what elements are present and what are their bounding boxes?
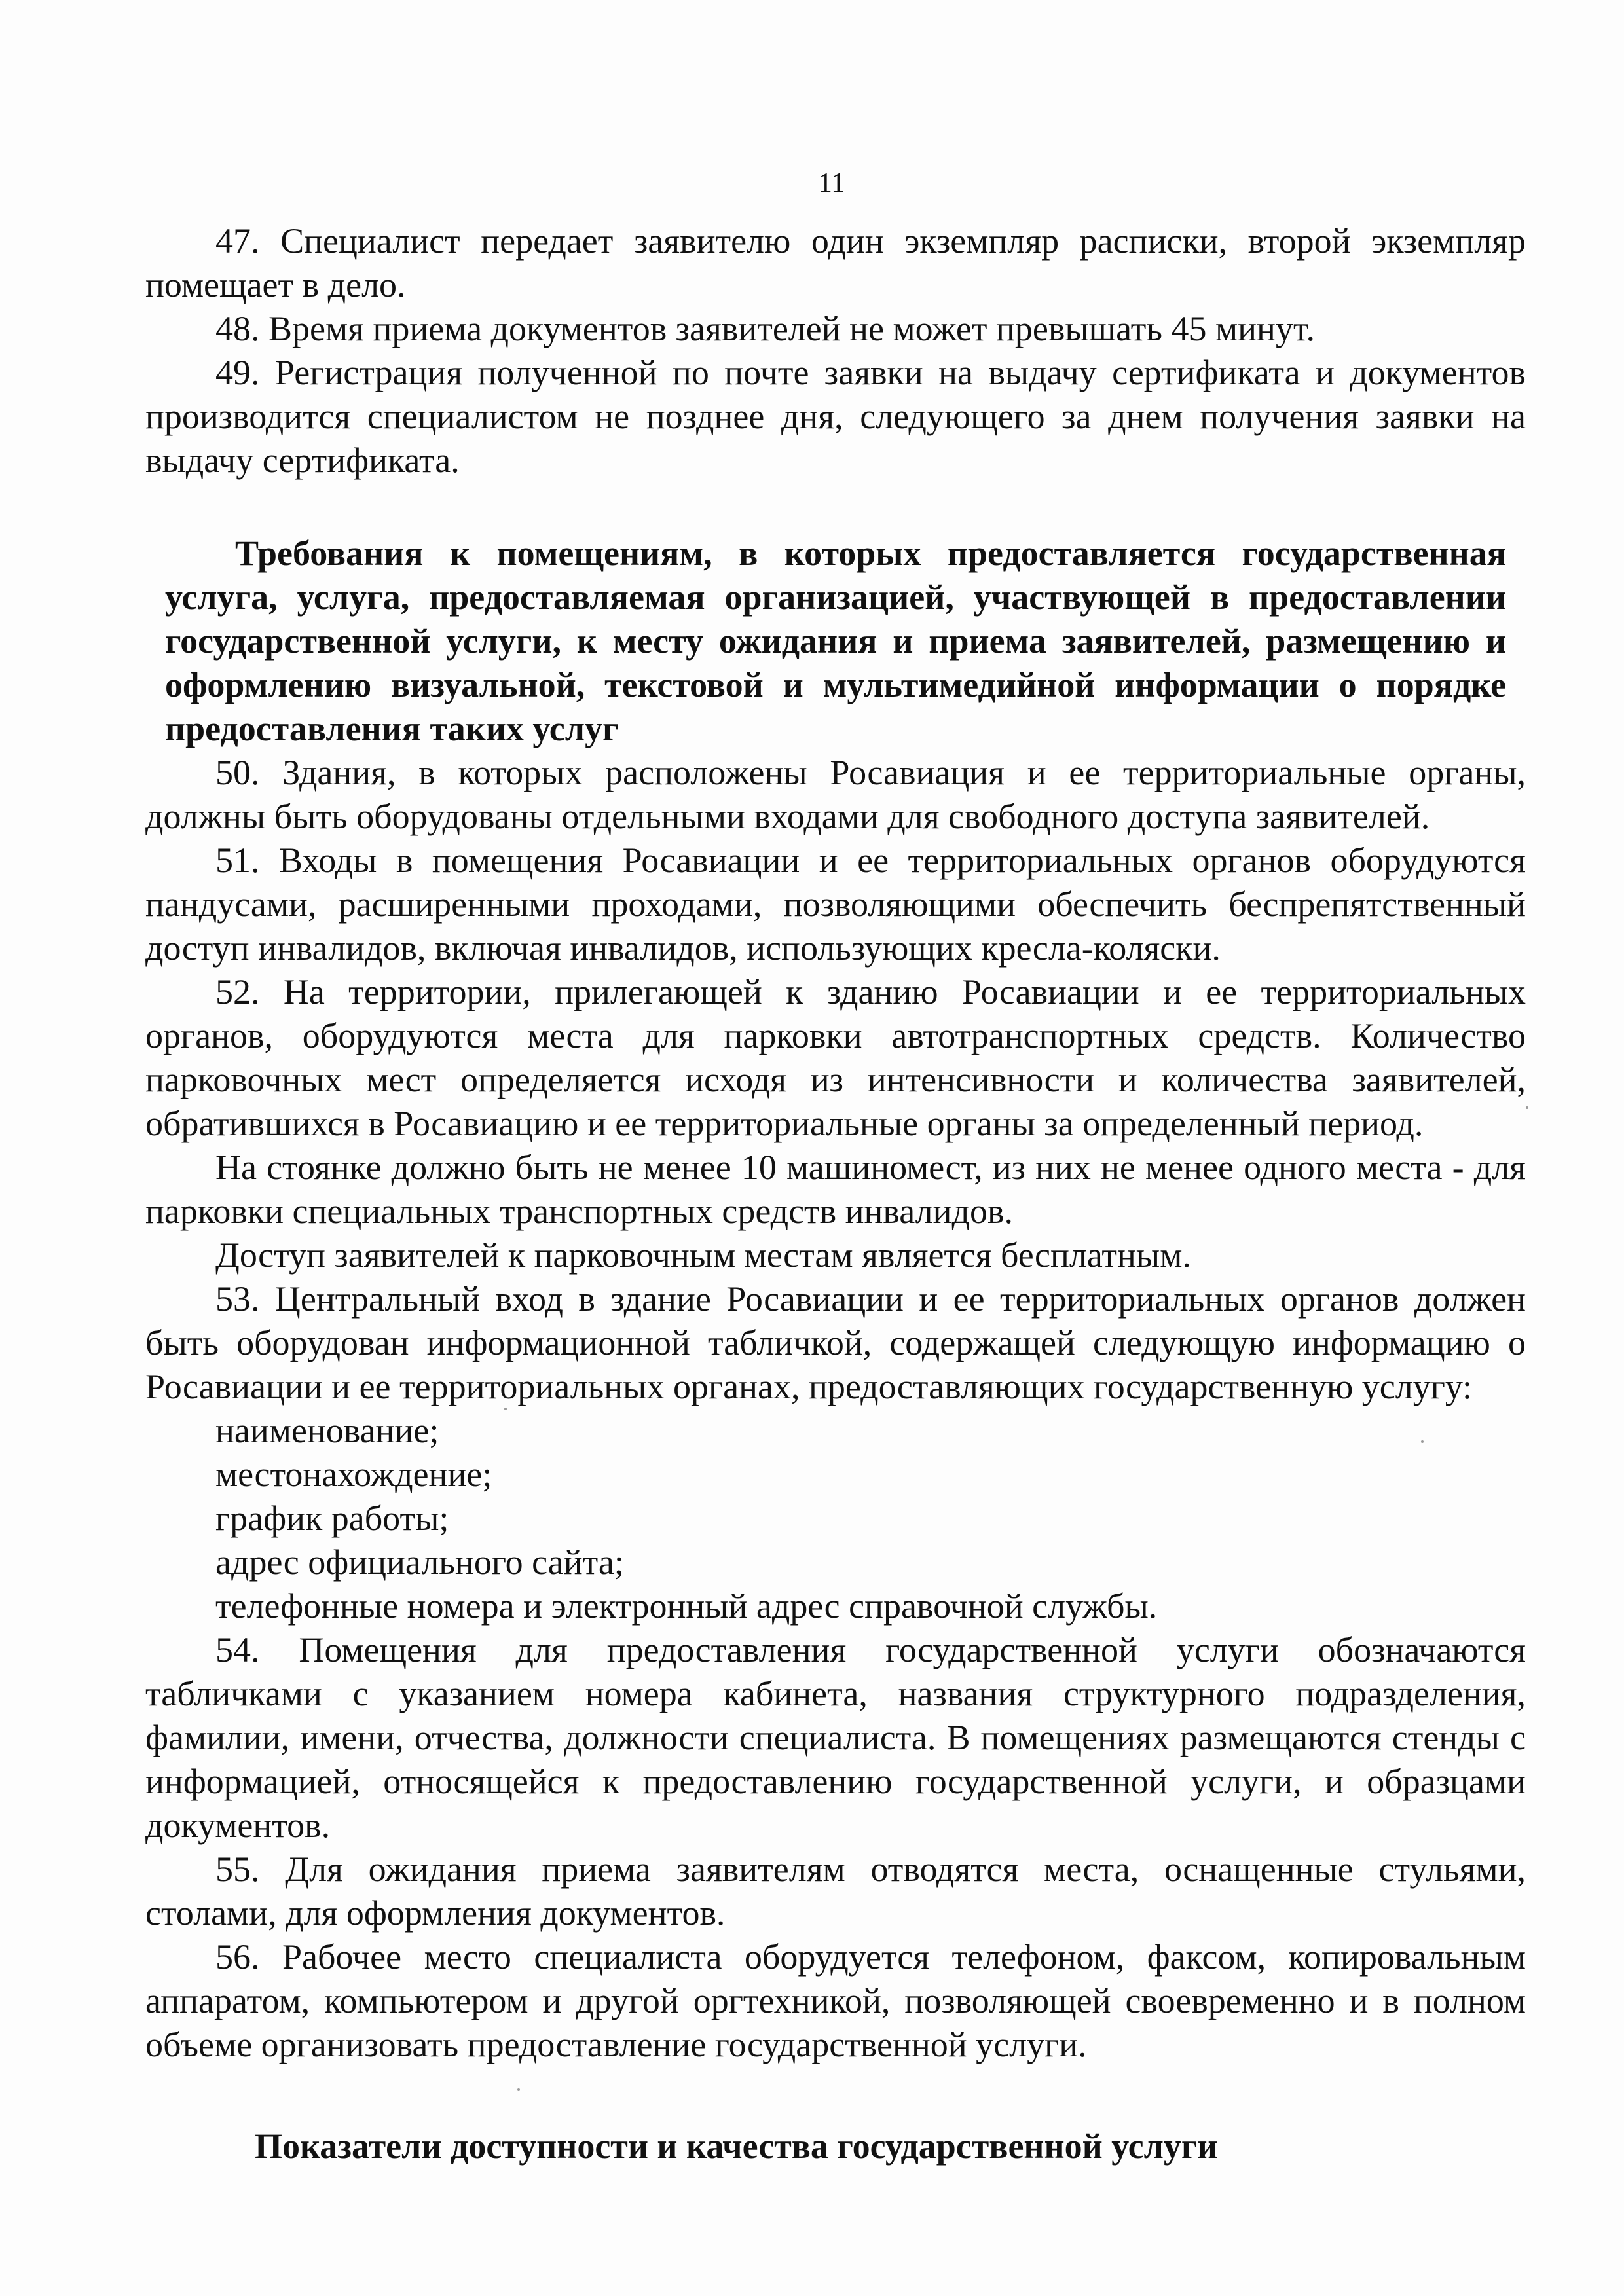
paragraph-51: 51. Входы в помещения Росавиации и ее территориальных органов оборудуются пандусами, расширенными проходами, позволяющими обеспечить беспрепятственный доступ инвалидов, включая инвалидов, использующих кресла-коляски. [145,841,1526,968]
paragraph-55: 55. Для ожидания приема заявителям отводятся места, оснащенные стульями, столами, для оформления документов. [145,1850,1526,1933]
page-number: 11 [818,168,845,198]
paragraph-54: 54. Помещения для предоставления государственной услуги обозначаются табличками с указанием номера кабинета, названия структурного подразделения, фамилии, имени, отчества, должности специалиста. В помещениях размещаются стенды с информацией, относящейся к предоставлению государственной услуги, и образцами документов. [145,1630,1526,1845]
list-item: телефонные номера и электронный адрес справочной службы. [215,1586,1158,1626]
scan-speck [1421,1440,1424,1443]
paragraph-parking: На стоянке должно быть не менее 10 машиномест, из них не менее одного места - для парковки специальных транспортных средств инвалидов. [145,1148,1526,1231]
paragraph-56: 56. Рабочее место специалиста оборудуется телефоном, факсом, копировальным аппаратом, компьютером и другой оргтехникой, позволяющей своевременно и в полном объеме организовать предоставление государственной услуги. [145,1937,1526,2064]
second-section-heading: Показатели доступности и качества государственной услуги [255,2126,1218,2166]
paragraph-48: 48. Время приема документов заявителей не может превышать 45 минут. [215,309,1315,348]
paragraph-50: 50. Здания, в которых расположены Росавиация и ее территориальные органы, должны быть оборудованы отдельными входами для свободного доступа заявителей. [145,753,1526,836]
paragraph-53: 53. Центральный вход в здание Росавиации и ее территориальных органов должен быть оборудован информационной табличкой, содержащей следующую информацию о Росавиации и ее территориальных органах, предоставляющих государственную услугу: [145,1279,1526,1406]
scan-speck [504,1408,507,1410]
paragraph-parking-access: Доступ заявителей к парковочным местам является бесплатным. [215,1235,1191,1275]
section-heading: Требования к помещениям, в которых предоставляется государственная услуга, услуга, предоставляемая организацией, участвующей в предоставлении государственной услуги, к месту ожидания и приема заявителей, размещению и оформлению визуальной, текстовой и мультимедийной информации о порядке предоставления таких услуг [165,534,1506,748]
list-item: местонахождение; [215,1455,492,1494]
list-item: график работы; [215,1499,449,1538]
paragraph-52: 52. На территории, прилегающей к зданию Росавиации и ее территориальных органов, оборудуются места для парковки автотранспортных средств. Количество парковочных мест определяется исходя из интенсивности и количества заявителей, обратившихся в Росавиацию и ее территориальные органы за определенный период. [145,972,1526,1143]
scan-speck [1526,1106,1528,1109]
scan-speck [517,2088,520,2091]
list-item: адрес официального сайта; [215,1542,624,1582]
paragraph-47: 47. Специалист передает заявителю один экземпляр расписки, второй экземпляр помещает в дело. [145,221,1526,304]
paragraph-49: 49. Регистрация полученной по почте заявки на выдачу сертификата и документов производится специалистом не позднее дня, следующего за днем получения заявки на выдачу сертификата. [145,353,1526,480]
list-item: наименование; [215,1411,439,1450]
document-body [145,219,1526,2168]
